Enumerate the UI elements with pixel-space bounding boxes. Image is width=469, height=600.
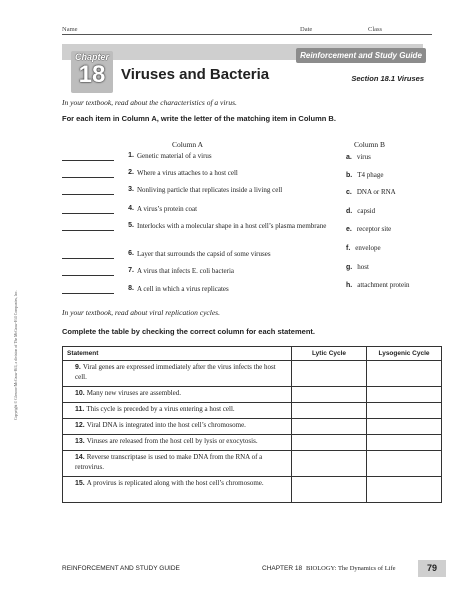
name-label: Name bbox=[62, 26, 78, 33]
lysogenic-check-cell[interactable] bbox=[367, 477, 442, 503]
lytic-check-cell[interactable] bbox=[292, 419, 367, 435]
lysogenic-header: Lysogenic Cycle bbox=[367, 347, 442, 361]
column-b-heading: Column B bbox=[354, 140, 386, 149]
statement-cell bbox=[63, 435, 292, 451]
option-letter: d. bbox=[346, 208, 353, 215]
page-number: 79 bbox=[418, 560, 446, 577]
option-text: capsid bbox=[357, 207, 376, 215]
answer-blank[interactable] bbox=[62, 177, 114, 178]
statement-cell bbox=[63, 477, 292, 503]
answer-blank[interactable] bbox=[62, 293, 114, 294]
lysogenic-check-cell[interactable] bbox=[367, 361, 442, 387]
statement-number: 10. bbox=[75, 390, 85, 397]
table-row bbox=[63, 361, 442, 387]
statement-cell bbox=[63, 361, 292, 387]
part2-intro: In your textbook, read about viral replication cycles. bbox=[62, 308, 220, 317]
lysogenic-check-cell[interactable] bbox=[367, 403, 442, 419]
part1-instruction: For each item in Column A, write the letter of the matching item in Column B. bbox=[62, 114, 336, 123]
option-letter: b. bbox=[346, 172, 353, 179]
date-label: Date bbox=[300, 26, 313, 33]
section-label: Section 18.1 Viruses bbox=[351, 74, 424, 83]
match-option bbox=[346, 263, 369, 271]
footer-guide-label: REINFORCEMENT AND STUDY GUIDE bbox=[62, 565, 180, 572]
answer-blank[interactable] bbox=[62, 213, 114, 214]
match-option bbox=[346, 153, 371, 161]
statement-text: Viruses are released from the host cell by lysis or exocytosis. bbox=[86, 437, 258, 445]
lytic-check-cell[interactable] bbox=[292, 435, 367, 451]
answer-blank[interactable] bbox=[62, 230, 114, 231]
column-a-heading: Column A bbox=[172, 140, 204, 149]
statement-cell bbox=[63, 451, 292, 477]
option-text: envelope bbox=[355, 244, 381, 252]
option-letter: f. bbox=[346, 245, 351, 252]
statement-number: 14. bbox=[75, 454, 85, 461]
item-number: 3. bbox=[128, 186, 134, 193]
footer-book-title: BIOLOGY: The Dynamics of Life bbox=[306, 565, 396, 572]
item-number: 4. bbox=[128, 205, 134, 212]
match-item bbox=[62, 267, 322, 281]
copyright-notice: Copyright © Glencoe/McGraw-Hill, a division of The McGraw-Hill Companies, Inc. bbox=[14, 290, 18, 420]
option-letter: c. bbox=[346, 189, 352, 196]
item-text: A virus’s protein coat bbox=[137, 205, 198, 213]
lytic-check-cell[interactable] bbox=[292, 451, 367, 477]
statement-number: 13. bbox=[75, 438, 85, 445]
option-text: virus bbox=[356, 153, 371, 161]
lysogenic-check-cell[interactable] bbox=[367, 419, 442, 435]
answer-blank[interactable] bbox=[62, 194, 114, 195]
chapter-word: Chapter bbox=[74, 52, 109, 62]
item-text: Where a virus attaches to a host cell bbox=[137, 169, 238, 177]
chapter-number: 18 bbox=[78, 61, 106, 88]
match-option bbox=[346, 171, 383, 179]
match-item bbox=[62, 222, 327, 236]
statement-text: A provirus is replicated along with the host cell’s chromosome. bbox=[86, 479, 264, 487]
item-number: 2. bbox=[128, 169, 134, 176]
match-item bbox=[62, 285, 322, 299]
match-item bbox=[62, 169, 322, 183]
match-option bbox=[346, 207, 375, 215]
statement-text: This cycle is preceded by a virus entering a host cell. bbox=[86, 405, 235, 413]
lytic-header: Lytic Cycle bbox=[292, 347, 367, 361]
option-text: T4 phage bbox=[357, 171, 384, 179]
option-text: attachment protein bbox=[357, 281, 410, 289]
option-letter: a. bbox=[346, 154, 352, 161]
match-item bbox=[62, 152, 322, 166]
option-text: host bbox=[357, 263, 369, 271]
statement-text: Viral DNA is integrated into the host cell’s chromosome. bbox=[86, 421, 246, 429]
item-number: 7. bbox=[128, 267, 134, 274]
item-number: 5. bbox=[128, 222, 134, 229]
answer-blank[interactable] bbox=[62, 160, 114, 161]
table-row bbox=[63, 403, 442, 419]
match-option bbox=[346, 244, 381, 252]
part2-instruction: Complete the table by checking the correct column for each statement. bbox=[62, 327, 315, 336]
answer-blank[interactable] bbox=[62, 258, 114, 259]
item-text: Genetic material of a virus bbox=[137, 152, 212, 160]
lysogenic-check-cell[interactable] bbox=[367, 387, 442, 403]
table-row bbox=[63, 477, 442, 503]
statement-cell bbox=[63, 387, 292, 403]
table-row bbox=[63, 419, 442, 435]
match-item bbox=[62, 205, 322, 219]
item-text: Nonliving particle that replicates inside a living cell bbox=[137, 186, 283, 194]
match-option bbox=[346, 225, 391, 233]
option-letter: e. bbox=[346, 226, 352, 233]
item-text: A cell in which a virus replicates bbox=[137, 285, 229, 293]
lytic-check-cell[interactable] bbox=[292, 387, 367, 403]
answer-blank[interactable] bbox=[62, 275, 114, 276]
item-text: Layer that surrounds the capsid of some viruses bbox=[137, 250, 271, 258]
table-row bbox=[63, 451, 442, 477]
lytic-check-cell[interactable] bbox=[292, 477, 367, 503]
chapter-title: Viruses and Bacteria bbox=[121, 66, 270, 83]
statement-text: Reverse transcriptase is used to make DNA from the RNA of a retrovirus. bbox=[75, 453, 263, 471]
study-guide-tag: Reinforcement and Study Guide bbox=[296, 48, 426, 63]
lytic-check-cell[interactable] bbox=[292, 361, 367, 387]
item-text: A virus that infects E. coli bacteria bbox=[137, 267, 234, 275]
option-text: DNA or RNA bbox=[356, 188, 396, 196]
match-item bbox=[62, 250, 322, 264]
class-label: Class bbox=[368, 26, 383, 33]
item-number: 6. bbox=[128, 250, 134, 257]
statement-number: 12. bbox=[75, 422, 85, 429]
match-item bbox=[62, 186, 322, 200]
match-option bbox=[346, 188, 396, 196]
statement-cell bbox=[63, 403, 292, 419]
item-number: 8. bbox=[128, 285, 134, 292]
table-row bbox=[63, 435, 442, 451]
table-header-row bbox=[63, 347, 442, 361]
option-letter: h. bbox=[346, 282, 353, 289]
replication-cycle-table bbox=[62, 346, 442, 503]
item-text: Interlocks with a molecular shape in a host cell’s plasma membrane bbox=[137, 222, 327, 230]
statement-text: Viral genes are expressed immediately after the virus infects the host cell. bbox=[75, 363, 276, 381]
option-text: receptor site bbox=[356, 225, 392, 233]
part1-intro: In your textbook, read about the characteristics of a virus. bbox=[62, 98, 237, 107]
lysogenic-check-cell[interactable] bbox=[367, 451, 442, 477]
statement-text: Many new viruses are assembled. bbox=[86, 389, 182, 397]
item-number: 1. bbox=[128, 152, 134, 159]
lysogenic-check-cell[interactable] bbox=[367, 435, 442, 451]
option-letter: g. bbox=[346, 264, 353, 271]
match-option bbox=[346, 281, 410, 289]
statement-number: 9. bbox=[75, 364, 81, 371]
statement-number: 11. bbox=[75, 406, 85, 413]
statement-number: 15. bbox=[75, 480, 85, 487]
lytic-check-cell[interactable] bbox=[292, 403, 367, 419]
statement-header: Statement bbox=[63, 347, 292, 361]
statement-cell bbox=[63, 419, 292, 435]
header-rule bbox=[62, 34, 432, 35]
footer-chapter: CHAPTER 18 bbox=[262, 565, 303, 572]
table-row bbox=[63, 387, 442, 403]
